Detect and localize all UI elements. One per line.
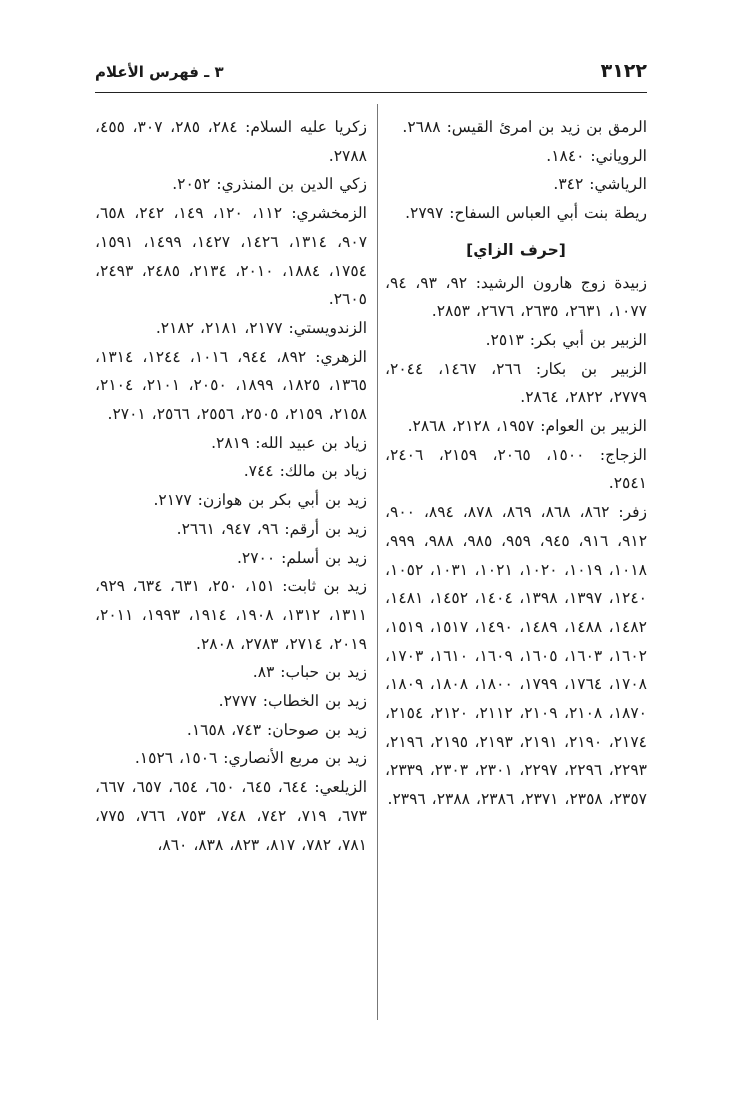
section-heading: [حرف الزاي] bbox=[466, 240, 566, 259]
running-title: ٣ ـ فهرس الأعلام bbox=[95, 63, 224, 81]
index-entry: الزبير بن العوام: ١٩٥٧، ٢١٢٨، ٢٨٦٨. bbox=[407, 417, 647, 436]
index-entry: زيد بن الخطاب: ٢٧٧٧. bbox=[218, 692, 367, 711]
index-entry: زيد بن صوحان: ٧٤٣، ١٦٥٨. bbox=[186, 720, 367, 739]
index-entry: الرمق بن زيد بن امرئ القيس: ٢٦٨٨. bbox=[402, 118, 647, 136]
column-divider bbox=[377, 104, 378, 1020]
index-entry: زكي الدين بن المنذري: ٢٠٥٢. bbox=[172, 175, 367, 194]
index-entry: زكريا عليه السلام: ٢٨٤، ٢٨٥، ٣٠٧، ٤٥٥، ٢٧٨٨. bbox=[95, 118, 367, 165]
index-entry: الزهري: ٨٩٢، ٩٤٤، ١٠١٦، ١٢٤٤، ١٣١٤، ١٣٦٥، ١٨٢٥، ١٨٩٩، ٢٠٥٠، ٢١٠١، ٢١٠٤، ٢١٥٨، ٢١٥٩، ٢٥٠٥، ٢٥٥٦، ٢٥٦٦، ٢٧٠١. bbox=[95, 347, 367, 424]
index-entry: زيد بن مربع الأنصاري: ١٥٠٦، ١٥٢٦. bbox=[134, 749, 367, 768]
right-column bbox=[385, 113, 647, 814]
page-number: ٣١٢٢ bbox=[600, 60, 647, 82]
index-entry: الزبير بن أبي بكر: ٢٥١٣. bbox=[485, 330, 647, 349]
index-entry: الزندويستي: ٢١٧٧، ٢١٨١، ٢١٨٢. bbox=[155, 318, 367, 337]
index-entry: زيد بن حباب: ٨٣. bbox=[252, 663, 367, 682]
index-entry: زفر: ٨٦٢، ٨٦٨، ٨٦٩، ٨٧٨، ٨٩٤، ٩٠٠، ٩١٢، ٩١٦، ٩٤٥، ٩٥٩، ٩٨٥، ٩٨٨، ٩٩٩، ١٠١٨، ١٠١٩، ١٠٢٠، ١٠٢١، ١٠٣١، ١٠٥٢، ١٢٤٠، ١٣٩٧، ١٣٩٨، ١٤٠٤، ١٤٥٢، ١٤٨١، ١٤٨٢، ١٤٨٨، ١٤٨٩، ١٤٩٠، ١٥١٧، ١٥١٩، ١٦٠٢، ١٦٠٣، ١٦٠٥، ١٦٠٩، ١٦١٠، ١٧٠٣، ١٧٠٨، ١٧٦٤، ١٧٩٩، ١٨٠٠، ١٨٠٨، ١٨٠٩، ١٨٧٠، ٢١٠٨، ٢١٠٩، ٢١١٢، ٢١٢٠، ٢١٥٤، ٢١٧٤، ٢١٩٠، ٢١٩١، ٢١٩٣، ٢١٩٥، ٢١٩٦، ٢٢٩٣، ٢٢٩٦، ٢٢٩٧، ٢٣٠١، ٢٣٠٣، ٢٣٣٩، ٢٣٥٧، ٢٣٥٨، ٢٣٧١، ٢٣٨٦، ٢٣٨٨، ٢٣٩٦. bbox=[385, 503, 648, 809]
index-entry: زيد بن أسلم: ٢٧٠٠. bbox=[236, 548, 367, 567]
index-entry: الروياني: ١٨٤٠. bbox=[546, 146, 647, 165]
index-entry: الزمخشري: ١١٢، ١٢٠، ١٤٩، ٢٤٢، ٦٥٨، ٩٠٧، ١٣١٤، ١٤٢٦، ١٤٢٧، ١٤٩٩، ١٥٩١، ١٧٥٤، ١٨٨٤، ٢٠١٠، ٢١٣٤، ٢٤٨٥، ٢٤٩٣، ٢٦٠٥. bbox=[95, 204, 368, 309]
page-header bbox=[95, 58, 647, 93]
index-entry: ريطة بنت أبي العباس السفاح: ٢٧٩٧. bbox=[405, 204, 647, 223]
index-entry: زيد بن أرقم: ٩٦، ٩٤٧، ٢٦٦١. bbox=[176, 519, 367, 538]
left-column bbox=[95, 113, 367, 859]
index-entry: الزيلعي: ٦٤٤، ٦٤٥، ٦٥٠، ٦٥٤، ٦٥٧، ٦٦٧، ٦٧٣، ٧١٩، ٧٤٢، ٧٤٨، ٧٥٣، ٧٦٦، ٧٧٥، ٧٨١، ٧٨٢، ٨١٧، ٨٢٣، ٨٣٨، ٨٦٠، bbox=[95, 778, 368, 854]
index-entry: زبيدة زوج هارون الرشيد: ٩٢، ٩٣، ٩٤، ١٠٧٧، ٢٦٣١، ٢٦٣٥، ٢٦٧٦، ٢٨٥٣. bbox=[385, 273, 647, 321]
index-entry: الزجاج: ١٥٠٠، ٢٠٦٥، ٢١٥٩، ٢٤٠٦، ٢٥٤١. bbox=[385, 445, 647, 493]
index-entry: الزبير بن بكار: ٢٦٦، ١٤٦٧، ٢٠٤٤، ٢٧٧٩، ٢٨٢٢، ٢٨٦٤. bbox=[385, 359, 647, 407]
index-entry: زياد بن مالك: ٧٤٤. bbox=[243, 462, 367, 481]
index-entry: زيد بن ثابت: ١٥١، ٢٥٠، ٦٣١، ٦٣٤، ٩٢٩، ١٣١١، ١٣١٢، ١٩٠٨، ١٩١٤، ١٩٩٣، ٢٠١١، ٢٠١٩، ٢٧١٤، ٢٧٨٣، ٢٨٠٨. bbox=[95, 577, 368, 653]
index-entry: زيد بن أبي بكر بن هوازن: ٢١٧٧. bbox=[153, 491, 367, 510]
index-entry: الرياشي: ٣٤٢. bbox=[553, 175, 647, 194]
index-entry: زياد بن عبيد الله: ٢٨١٩. bbox=[211, 433, 367, 452]
